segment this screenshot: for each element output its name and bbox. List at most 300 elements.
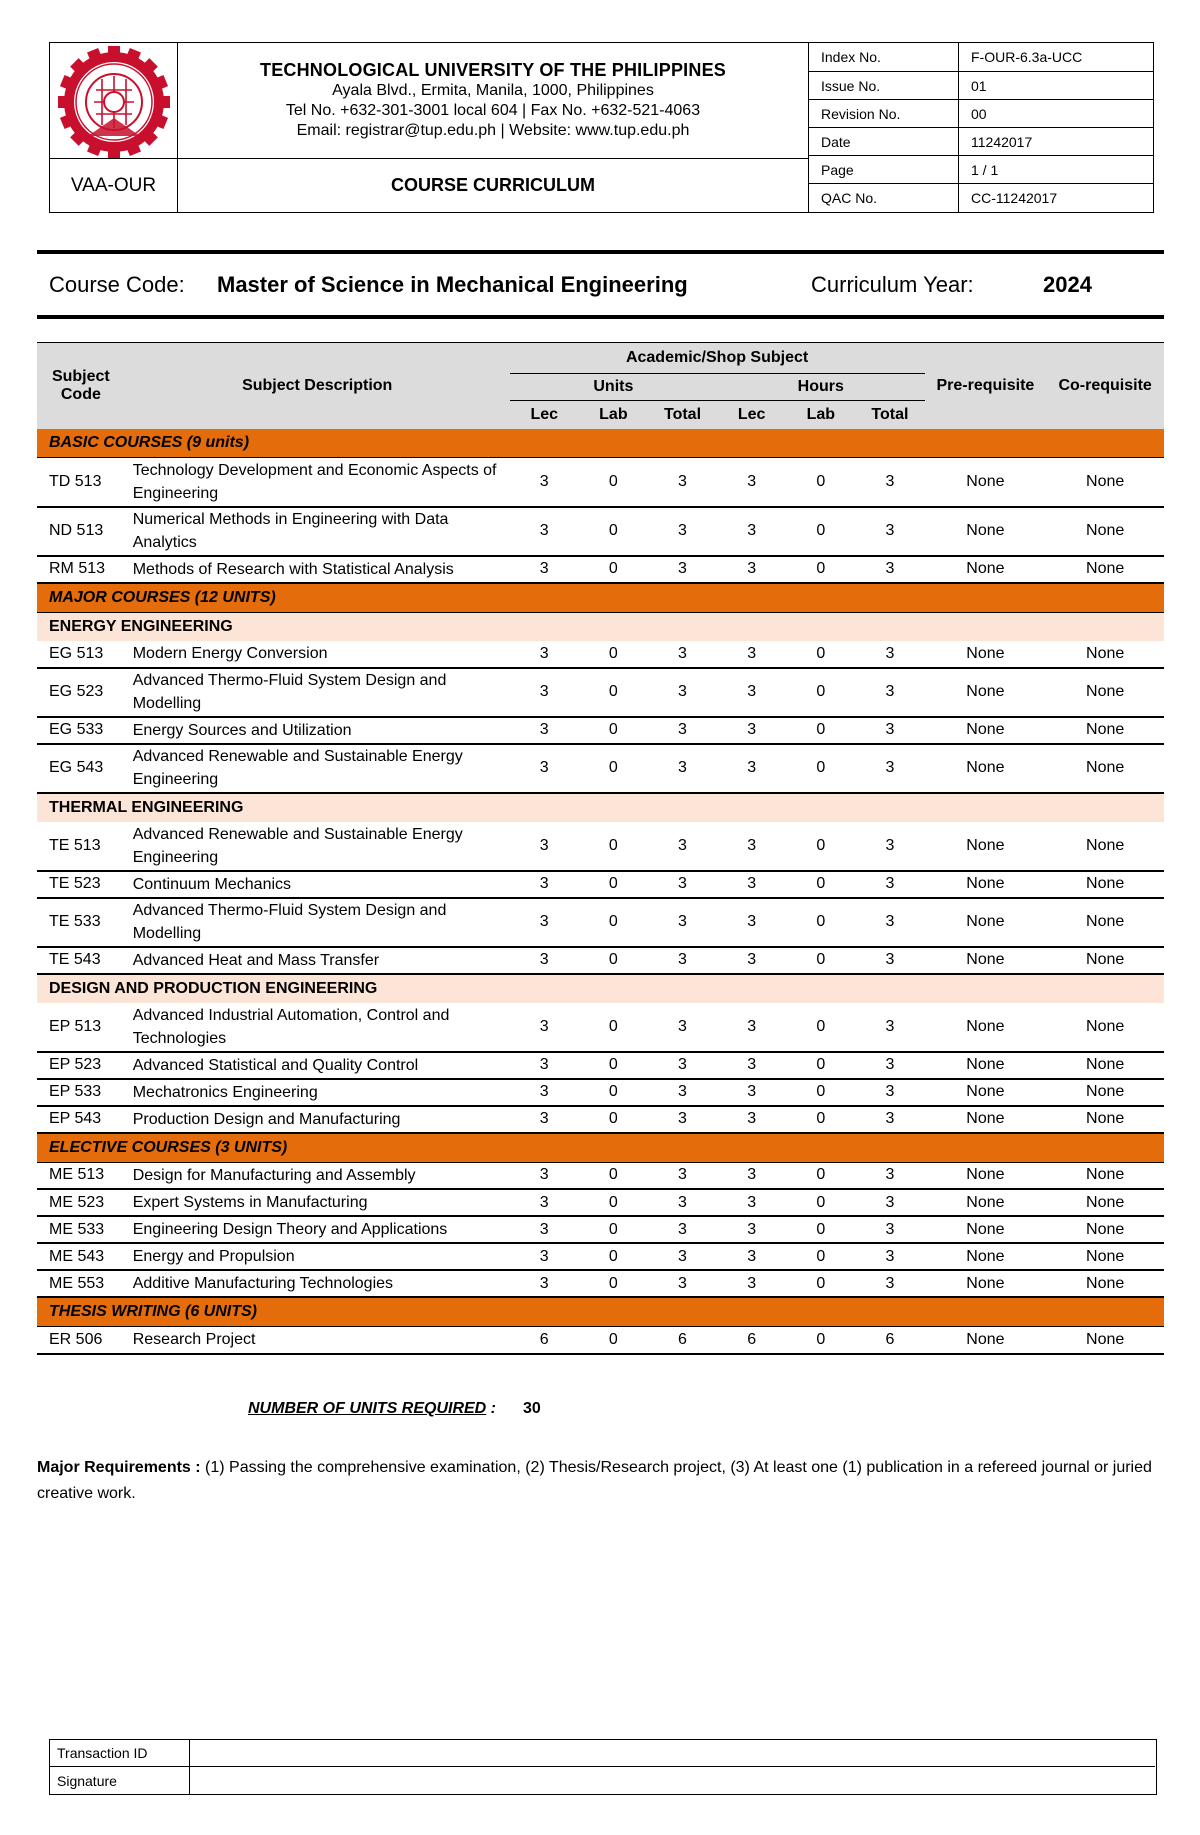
cell-u-total: 3 [648,947,717,974]
cell-u-lec: 3 [510,947,579,974]
cell-h-total: 3 [855,1052,924,1079]
subject-description: Energy Sources and Utilization [125,717,510,744]
cell-prerequisite: None [925,717,1047,744]
col-subject-code: Subject Code [37,343,125,430]
table-row [37,641,1164,668]
subject-code: EP 533 [37,1079,125,1106]
cell-u-lab: 0 [579,1243,648,1270]
course-info [49,272,1159,302]
cell-h-total: 3 [855,458,924,507]
col-hours-total: Total [855,401,924,430]
cell-u-lab: 0 [579,641,648,668]
subcategory-row [37,793,1164,822]
table-row [37,1003,1164,1052]
cell-h-lab: 0 [786,1270,855,1297]
cell-prerequisite: None [925,947,1047,974]
subject-code: ND 513 [37,507,125,556]
cell-corequisite: None [1046,1243,1164,1270]
cell-h-lec: 3 [717,1216,786,1243]
cell-h-lab: 0 [786,1243,855,1270]
col-hours-lec: Lec [717,401,786,430]
university-name: TECHNOLOGICAL UNIVERSITY OF THE PHILIPPINES [260,60,726,80]
subject-description: Advanced Thermo-Fluid System Design and Modelling [125,668,510,717]
cell-corequisite: None [1046,822,1164,871]
subject-description: Advanced Renewable and Sustainable Energy Engineering [125,744,510,793]
table-row [37,458,1164,507]
cell-u-lec: 3 [510,744,579,793]
office-code: VAA-OUR [50,159,178,212]
cell-h-lec: 3 [717,1052,786,1079]
cell-h-lec: 3 [717,947,786,974]
signature-field[interactable] [190,1767,1155,1794]
university-seal-icon [58,46,170,158]
cell-h-total: 3 [855,1106,924,1133]
cell-h-lab: 0 [786,744,855,793]
cell-corequisite: None [1046,668,1164,717]
table-row [37,1243,1164,1270]
cell-corequisite: None [1046,1270,1164,1297]
cell-h-lec: 3 [717,744,786,793]
cell-corequisite: None [1046,1052,1164,1079]
cell-u-lab: 0 [579,1106,648,1133]
table-row [37,668,1164,717]
subject-code: ME 553 [37,1270,125,1297]
cell-corequisite: None [1046,871,1164,898]
cell-u-lec: 3 [510,1079,579,1106]
cell-u-total: 3 [648,1003,717,1052]
curriculum-table [37,342,1164,1355]
document-title: COURSE CURRICULUM [391,175,595,195]
cell-prerequisite: None [925,822,1047,871]
meta-row [809,43,1154,72]
cell-prerequisite: None [925,458,1047,507]
units-required-label: NUMBER OF UNITS REQUIRED : [248,1400,497,1417]
subject-description: Advanced Renewable and Sustainable Energy Engineering [125,822,510,871]
cell-u-lab: 0 [579,458,648,507]
cell-h-lab: 0 [786,1216,855,1243]
subject-description: Continuum Mechanics [125,871,510,898]
cell-corequisite: None [1046,1106,1164,1133]
subject-code: EP 543 [37,1106,125,1133]
cell-prerequisite: None [925,556,1047,583]
subject-code: TE 523 [37,871,125,898]
cell-u-lab: 0 [579,1162,648,1189]
cell-corequisite: None [1046,898,1164,947]
cell-corequisite: None [1046,458,1164,507]
col-units-lec: Lec [510,401,579,430]
document-header [49,42,1154,213]
major-requirements [37,1455,1164,1507]
table-row [37,1270,1164,1297]
subcategory-title: ENERGY ENGINEERING [37,612,1164,641]
table-row [37,1327,1164,1354]
transaction-id-label: Transaction ID [50,1740,190,1766]
cell-u-total: 3 [648,1106,717,1133]
cell-u-lec: 3 [510,898,579,947]
meta-row [809,72,1154,100]
university-info [178,43,808,159]
cell-u-lab: 0 [579,668,648,717]
cell-u-lec: 3 [510,641,579,668]
table-row [37,1052,1164,1079]
cell-u-total: 6 [648,1327,717,1354]
cell-prerequisite: None [925,1003,1047,1052]
category-title: MAJOR COURSES (12 UNITS) [37,583,1164,613]
cell-u-lec: 6 [510,1327,579,1354]
cell-u-total: 3 [648,744,717,793]
cell-h-lec: 3 [717,1243,786,1270]
cell-h-total: 3 [855,668,924,717]
cell-h-lec: 3 [717,458,786,507]
cell-u-lec: 3 [510,1270,579,1297]
cell-h-total: 6 [855,1327,924,1354]
col-units: Units [510,374,717,401]
cell-u-total: 3 [648,507,717,556]
subject-description: Design for Manufacturing and Assembly [125,1162,510,1189]
cell-u-lec: 3 [510,1003,579,1052]
meta-label: Index No. [809,43,959,71]
meta-value: 00 [971,105,987,122]
cell-h-total: 3 [855,556,924,583]
table-row [37,898,1164,947]
cell-h-lec: 3 [717,1003,786,1052]
cell-u-lab: 0 [579,1003,648,1052]
cell-h-lec: 3 [717,1162,786,1189]
table-row [37,822,1164,871]
cell-u-lec: 3 [510,1216,579,1243]
cell-h-lab: 0 [786,898,855,947]
cell-h-lec: 3 [717,668,786,717]
subject-description: Advanced Thermo-Fluid System Design and Modelling [125,898,510,947]
cell-u-total: 3 [648,641,717,668]
cell-h-total: 3 [855,1216,924,1243]
requirements-label: Major Requirements : [37,1459,201,1476]
cell-h-lab: 0 [786,507,855,556]
cell-h-lec: 3 [717,1079,786,1106]
subject-code: EP 523 [37,1052,125,1079]
subject-code: ER 506 [37,1327,125,1354]
cell-u-total: 3 [648,822,717,871]
cell-u-lab: 0 [579,898,648,947]
cell-prerequisite: None [925,1106,1047,1133]
meta-label: Revision No. [809,100,959,127]
meta-value: 01 [971,77,987,94]
cell-u-lec: 3 [510,668,579,717]
cell-prerequisite: None [925,1243,1047,1270]
category-row [37,1297,1164,1327]
cell-u-lec: 3 [510,1052,579,1079]
cell-h-total: 3 [855,1162,924,1189]
units-required-text: NUMBER OF UNITS REQUIRED [248,1400,487,1417]
cell-u-lab: 0 [579,1052,648,1079]
subject-code: EG 523 [37,668,125,717]
cell-u-lec: 3 [510,871,579,898]
subject-code: EG 513 [37,641,125,668]
cell-h-lec: 3 [717,556,786,583]
course-code-label: Course Code: [49,272,185,297]
cell-u-lab: 0 [579,947,648,974]
curriculum-year-value: 2024 [1043,272,1092,297]
cell-h-lab: 0 [786,1162,855,1189]
subject-description: Energy and Propulsion [125,1243,510,1270]
cell-h-total: 3 [855,1243,924,1270]
cell-h-lec: 3 [717,717,786,744]
table-row [37,717,1164,744]
cell-corequisite: None [1046,717,1164,744]
cell-h-lab: 0 [786,822,855,871]
cell-h-lec: 6 [717,1327,786,1354]
meta-row [809,156,1154,184]
cell-u-total: 3 [648,668,717,717]
cell-u-lab: 0 [579,717,648,744]
subject-description: Numerical Methods in Engineering with Data Analytics [125,507,510,556]
table-row [37,1106,1164,1133]
document-meta [808,43,1154,212]
subject-description: Expert Systems in Manufacturing [125,1189,510,1216]
cell-u-lab: 0 [579,507,648,556]
cell-h-total: 3 [855,947,924,974]
subject-code: EG 533 [37,717,125,744]
cell-h-lec: 3 [717,1270,786,1297]
cell-prerequisite: None [925,1216,1047,1243]
subject-description: Research Project [125,1327,510,1354]
cell-h-lec: 3 [717,871,786,898]
category-title: BASIC COURSES (9 units) [37,429,1164,458]
table-body [37,429,1164,1354]
cell-prerequisite: None [925,641,1047,668]
cell-corequisite: None [1046,1216,1164,1243]
table-row [37,744,1164,793]
cell-prerequisite: None [925,1327,1047,1354]
subject-code: TE 513 [37,822,125,871]
subject-code: TE 533 [37,898,125,947]
table-row [37,947,1164,974]
cell-u-lab: 0 [579,1216,648,1243]
cell-u-lab: 0 [579,1270,648,1297]
cell-h-lab: 0 [786,1106,855,1133]
col-coreq: Co-requisite [1046,343,1164,430]
category-row [37,583,1164,613]
cell-h-lec: 3 [717,1106,786,1133]
cell-prerequisite: None [925,744,1047,793]
subject-description: Methods of Research with Statistical Analysis [125,556,510,583]
subject-description: Modern Energy Conversion [125,641,510,668]
col-units-total: Total [648,401,717,430]
cell-prerequisite: None [925,1079,1047,1106]
course-code-value: Master of Science in Mechanical Engineering [217,272,688,297]
course-divider-bottom [37,315,1164,319]
cell-corequisite: None [1046,1003,1164,1052]
subject-description: Technology Development and Economic Aspects of Engineering [125,458,510,507]
signature-box [49,1739,1157,1795]
cell-u-lec: 3 [510,822,579,871]
subcategory-row [37,974,1164,1003]
cell-prerequisite: None [925,1189,1047,1216]
subject-description: Production Design and Manufacturing [125,1106,510,1133]
cell-prerequisite: None [925,1162,1047,1189]
cell-u-lec: 3 [510,1243,579,1270]
subject-code: TE 543 [37,947,125,974]
cell-u-lab: 0 [579,822,648,871]
cell-h-total: 3 [855,1270,924,1297]
subject-code: ME 513 [37,1162,125,1189]
cell-h-lec: 3 [717,898,786,947]
cell-h-lab: 0 [786,1003,855,1052]
cell-u-lab: 0 [579,556,648,583]
cell-u-total: 3 [648,1079,717,1106]
cell-h-total: 3 [855,717,924,744]
cell-h-lab: 0 [786,556,855,583]
transaction-id-field[interactable] [190,1740,1155,1766]
subject-code: ME 533 [37,1216,125,1243]
cell-h-lab: 0 [786,1079,855,1106]
col-subject-desc: Subject Description [125,343,510,430]
meta-value: 11242017 [971,133,1033,150]
course-divider-top [37,250,1164,254]
meta-value: 1 / 1 [971,161,999,178]
table-row [37,1216,1164,1243]
cell-prerequisite: None [925,668,1047,717]
cell-h-total: 3 [855,1189,924,1216]
category-row [37,429,1164,458]
university-contact: Email: registrar@tup.edu.ph | Website: www.tup.edu.ph [296,122,690,139]
cell-h-total: 3 [855,898,924,947]
subject-code: ME 543 [37,1243,125,1270]
cell-u-total: 3 [648,717,717,744]
cell-u-lab: 0 [579,1189,648,1216]
cell-corequisite: None [1046,1162,1164,1189]
category-row [37,1133,1164,1163]
cell-corequisite: None [1046,1189,1164,1216]
signature-label: Signature [50,1767,190,1794]
meta-label: QAC No. [809,184,959,212]
cell-u-total: 3 [648,1216,717,1243]
requirements-text: (1) Passing the comprehensive examination, (2) Thesis/Research project, (3) At least one (1) publication in a refereed journal or juried creative work. [37,1459,1152,1502]
subcategory-row [37,612,1164,641]
subcategory-title: DESIGN AND PRODUCTION ENGINEERING [37,974,1164,1003]
cell-h-lab: 0 [786,1189,855,1216]
col-hours-lab: Lab [786,401,855,430]
cell-corequisite: None [1046,1079,1164,1106]
cell-h-total: 3 [855,871,924,898]
cell-u-lec: 3 [510,1162,579,1189]
cell-u-lec: 3 [510,458,579,507]
subject-description: Advanced Industrial Automation, Control and Technologies [125,1003,510,1052]
subcategory-title: THERMAL ENGINEERING [37,793,1164,822]
subject-description: Advanced Heat and Mass Transfer [125,947,510,974]
subject-code: EG 543 [37,744,125,793]
cell-h-lab: 0 [786,1327,855,1354]
subject-description: Advanced Statistical and Quality Control [125,1052,510,1079]
cell-h-total: 3 [855,1003,924,1052]
meta-row [809,128,1154,156]
category-title: THESIS WRITING (6 UNITS) [37,1297,1164,1327]
cell-prerequisite: None [925,1052,1047,1079]
cell-u-lab: 0 [579,744,648,793]
cell-prerequisite: None [925,507,1047,556]
meta-value: CC-11242017 [971,190,1058,206]
transaction-row [50,1740,1155,1767]
cell-h-lec: 3 [717,507,786,556]
table-row [37,1162,1164,1189]
subject-code: ME 523 [37,1189,125,1216]
subject-description: Mechatronics Engineering [125,1079,510,1106]
cell-corequisite: None [1046,1327,1164,1354]
units-required-value: 30 [523,1400,541,1417]
logo-cell [50,43,178,159]
cell-h-lec: 3 [717,822,786,871]
cell-u-lab: 0 [579,1079,648,1106]
subject-description: Additive Manufacturing Technologies [125,1270,510,1297]
university-address: Ayala Blvd., Ermita, Manila, 1000, Philippines [332,82,654,99]
cell-h-lab: 0 [786,871,855,898]
cell-h-total: 3 [855,507,924,556]
cell-h-lab: 0 [786,641,855,668]
cell-corequisite: None [1046,556,1164,583]
cell-u-total: 3 [648,871,717,898]
cell-u-total: 3 [648,1052,717,1079]
col-academic: Academic/Shop Subject [510,343,925,374]
cell-u-lec: 3 [510,717,579,744]
col-units-lab: Lab [579,401,648,430]
cell-h-total: 3 [855,744,924,793]
cell-h-lab: 0 [786,668,855,717]
category-title: ELECTIVE COURSES (3 UNITS) [37,1133,1164,1163]
cell-u-lab: 0 [579,871,648,898]
subject-code: EP 513 [37,1003,125,1052]
meta-label: Page [809,156,959,183]
cell-u-total: 3 [648,1243,717,1270]
table-row [37,1079,1164,1106]
meta-row [809,100,1154,128]
cell-u-lec: 3 [510,507,579,556]
cell-prerequisite: None [925,871,1047,898]
cell-h-lab: 0 [786,717,855,744]
university-phone: Tel No. +632-301-3001 local 604 | Fax No. +632-521-4063 [285,102,701,119]
meta-label: Date [809,128,959,155]
signature-row [50,1767,1155,1794]
cell-u-total: 3 [648,898,717,947]
cell-h-lab: 0 [786,458,855,507]
cell-u-total: 3 [648,1189,717,1216]
table-row [37,507,1164,556]
subject-description: Engineering Design Theory and Applications [125,1216,510,1243]
cell-prerequisite: None [925,898,1047,947]
cell-u-total: 3 [648,1162,717,1189]
table-row [37,871,1164,898]
subject-code: TD 513 [37,458,125,507]
cell-corequisite: None [1046,744,1164,793]
table-row [37,556,1164,583]
meta-value: F-OUR-6.3a-UCC [971,49,1083,65]
cell-corequisite: None [1046,947,1164,974]
cell-u-lab: 0 [579,1327,648,1354]
cell-prerequisite: None [925,1270,1047,1297]
cell-h-total: 3 [855,822,924,871]
curriculum-year-label: Curriculum Year: [811,272,974,297]
table-row [37,1189,1164,1216]
table-header [37,343,1164,430]
cell-h-total: 3 [855,1079,924,1106]
cell-u-total: 3 [648,458,717,507]
col-prereq: Pre-requisite [925,343,1047,430]
subject-code: RM 513 [37,556,125,583]
cell-u-lec: 3 [510,1106,579,1133]
col-hours: Hours [717,374,924,401]
cell-u-lec: 3 [510,1189,579,1216]
cell-u-total: 3 [648,556,717,583]
cell-h-lec: 3 [717,1189,786,1216]
